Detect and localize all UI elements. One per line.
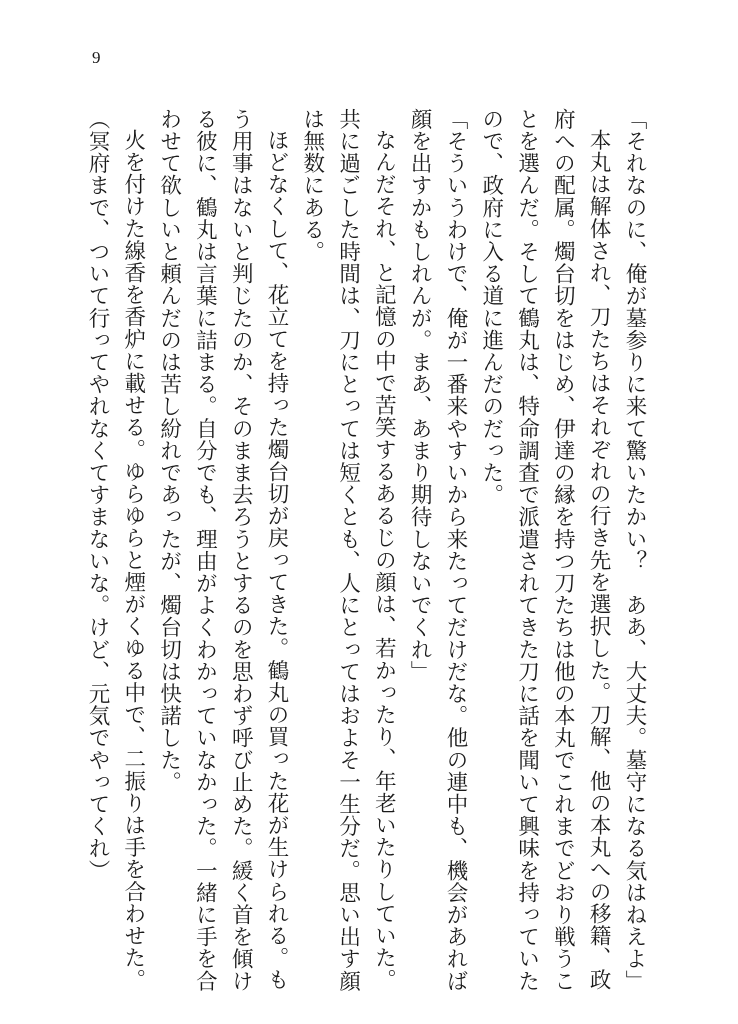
text-line: （冥府まで、ついて行ってやれなくてすまないな。けど、元気でやってくれ） [85, 108, 110, 882]
text-line: ので、政府に入る道に進んだのだった。 [478, 108, 504, 506]
page-number: 9 [92, 48, 101, 67]
text-line: 火を付けた線香を香炉に載せる。ゆらゆらと煙がくゆる中で、二振りは手を合わせた。 [120, 129, 146, 991]
text-line: とを選んだ。そして鶴丸は、特命調査で派遣されてきた刀に話を聞いて興味を持っていた [514, 108, 540, 992]
vertical-body-text [84, 108, 648, 992]
text-line: 府への配属。燭台切をはじめ、伊達の縁を持つ刀たちは他の本丸でこれまでどおり戦うこ [550, 108, 576, 992]
text-line: なんだそれ、と記憶の中で苦笑するあるじの顔は、若かったり、年老いたりしていた。 [371, 129, 397, 991]
text-line: 本丸は解体され、刀たちはそれぞれの行き先を選択した。刀解、他の本丸への移籍、政 [586, 129, 612, 991]
text-line: わせて欲しいと頼んだのは苦し紛れであったが、燭台切は快諾した。 [156, 108, 182, 794]
text-line: は無数にある。 [299, 108, 325, 263]
text-line: ほどなくして、花立てを持った燭台切が戻ってきた。鶴丸の買った花が生けられる。も [263, 129, 289, 991]
text-line: 「そういうわけで、俺が一番来やすいから来たってだけだな。他の連中も、機会があれば [442, 108, 468, 992]
text-line: る彼に、鶴丸は言葉に詰まる。自分でも、理由がよくわかっていなかった。一緒に手を合 [192, 108, 218, 992]
text-line: う用事はないと判じたのか、そのまま去ろうとするのを思わず呼び止めた。緩く首を傾け [228, 108, 254, 992]
text-line: 「それなのに、俺が墓参りに来て驚いたかい？ ああ、大丈夫。墓守になる気はねえよ」 [621, 108, 647, 992]
text-line: 顔を出すかもしれんが。まあ、あまり期待しないでくれ」 [407, 108, 433, 683]
text-line: 共に過ごした時間は、刀にとっては短くとも、人にとってはおよそ一生分だ。思い出す顔 [335, 108, 361, 992]
